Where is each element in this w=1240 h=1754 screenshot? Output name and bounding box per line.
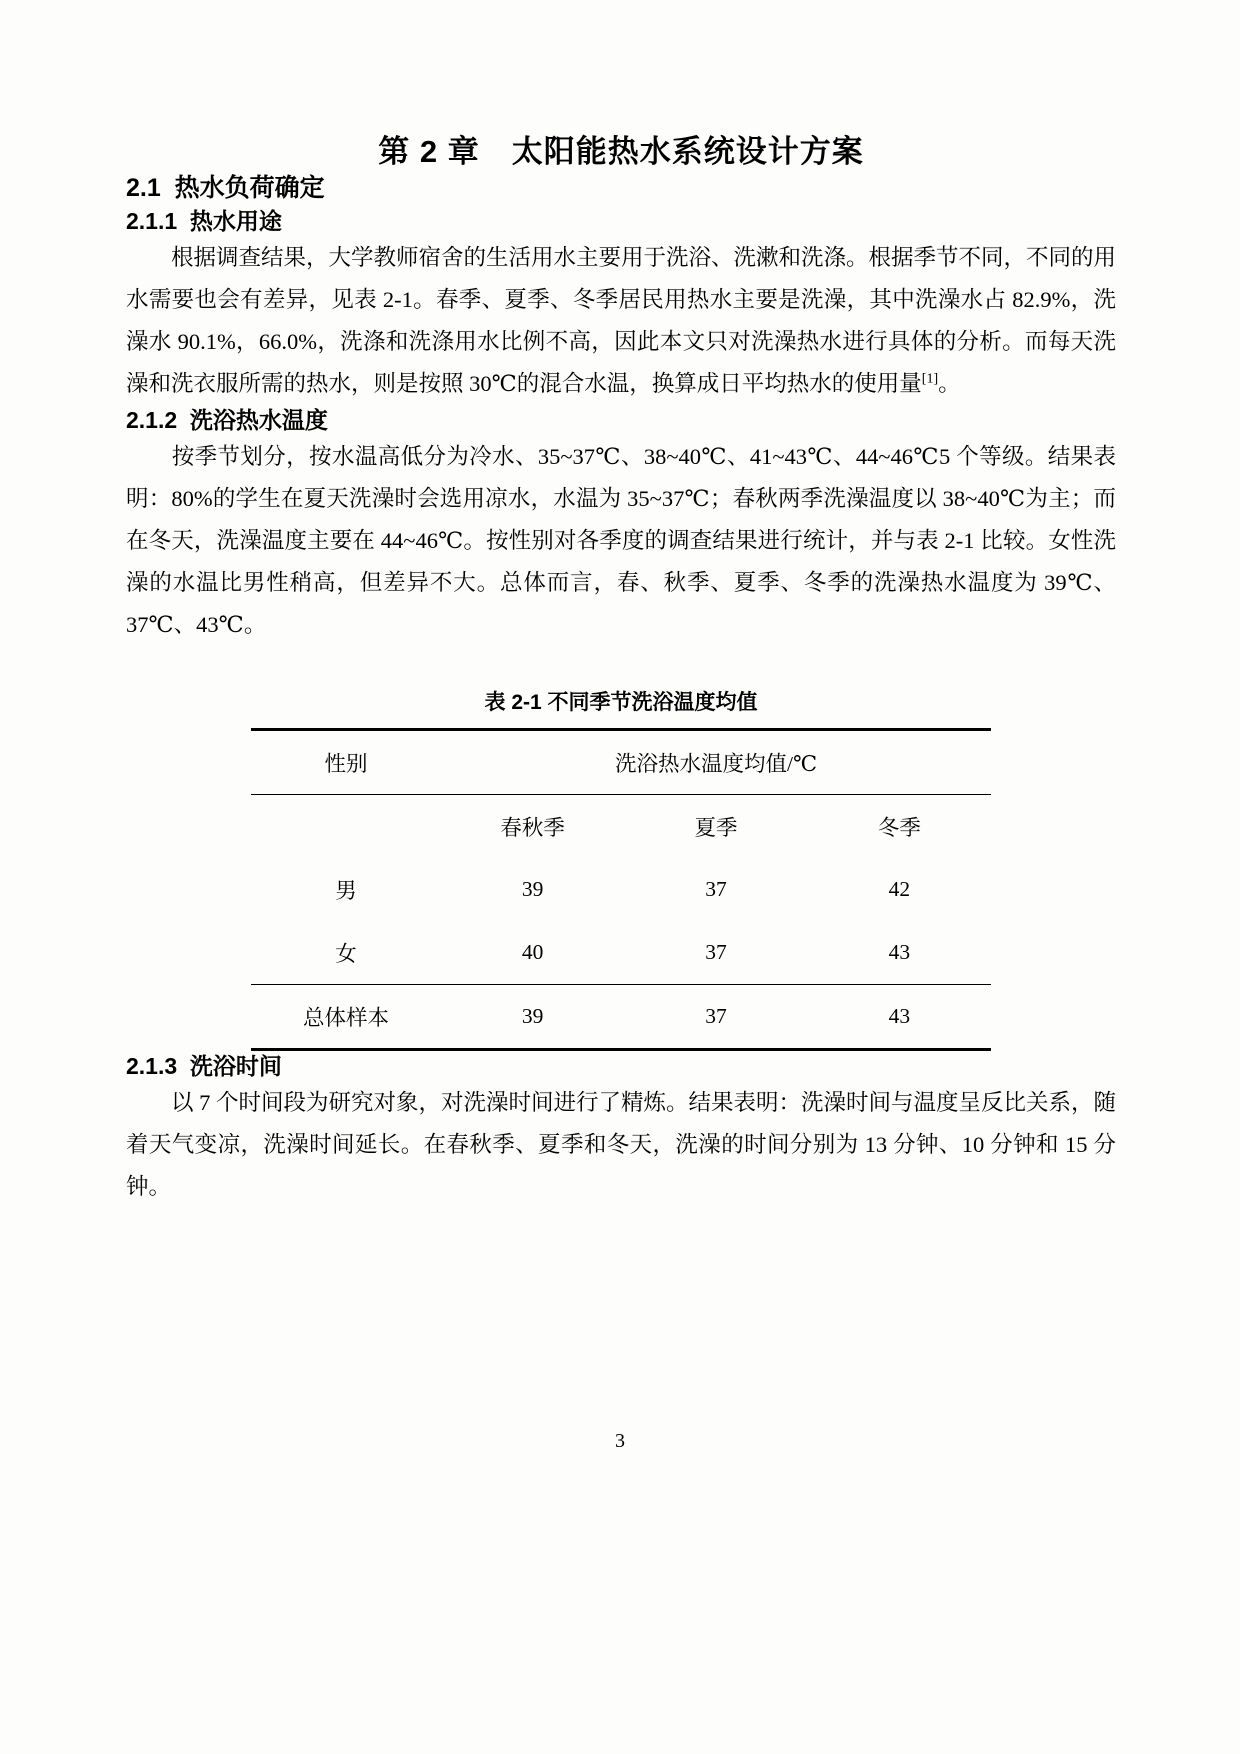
table-cell-label: 男 (335, 879, 357, 904)
paragraph-bathing-duration: 以 7 个时间段为研究对象，对洗澡时间进行了精炼。结果表明：洗澡时间与温度呈反比关系，随着天气变凉，洗澡时间延长。在春秋季、夏季和冬天，洗澡的时间分别为 13 分钟、10 分钟和 15 分钟。 (126, 1090, 1117, 1200)
subsection-heading-2-1-3: 2.1.3 洗浴时间 (126, 1053, 282, 1080)
table-caption: 表 2-1 不同季节洗浴温度均值 (484, 691, 758, 715)
table-cell-spring-autumn: 39 (441, 985, 624, 1050)
table-cell-summer: 37 (705, 877, 727, 902)
paragraph-text-part2: 。 (938, 371, 961, 397)
table-row (251, 985, 991, 1050)
page-number: 3 (615, 1430, 625, 1452)
subsection-heading-2-1-2: 2.1.2 洗浴热水温度 (126, 407, 328, 434)
table-cell-summer: 37 (705, 940, 727, 965)
table-2-1-container (126, 686, 1116, 1051)
table-subheader-winter: 冬季 (808, 795, 991, 859)
table-cell-label: 总体样本 (251, 985, 441, 1050)
table-subheader-row (251, 795, 991, 859)
subsection-heading-2-1-1: 2.1.1 热水用途 (126, 208, 282, 235)
citation-reference-1: [1] (921, 371, 939, 387)
table-row (251, 858, 991, 921)
table-cell-spring-autumn: 39 (521, 877, 544, 902)
table-header-temperature-group: 洗浴热水温度均值/℃ (441, 730, 991, 795)
table-cell-summer: 37 (624, 985, 807, 1050)
paragraph-bathing-water-temperature: 按季节划分，按水温高低分为冷水、35~37℃、38~40℃、41~43℃、44~46℃5 个等级。结果表明：80%的学生在夏天洗澡时会选用凉水，水温为 35~37℃；春秋两季洗澡温度以 38~40℃为主；而在冬天，洗澡温度主要在 44~46℃。按性别对各季度的调查结果进行统计，并与表 2-1 比较。女性洗澡的水温比男性稍高，但差异不大。总体而言，春、秋季、夏季、冬季的洗澡热水温度为 39℃、37℃、43℃。 (126, 444, 1116, 638)
table-row (251, 921, 991, 985)
paragraph-hot-water-usage (126, 237, 1116, 405)
table-subheader-summer: 夏季 (624, 795, 807, 859)
page-content (126, 0, 1116, 1208)
table-header-gender: 性别 (251, 730, 441, 795)
table-seasonal-bathing-temperature (251, 728, 991, 1051)
section-heading-2-1: 2.1 热水负荷确定 (126, 174, 325, 203)
table-cell-winter: 42 (888, 877, 911, 902)
table-subheader-blank (251, 795, 441, 859)
table-cell-spring-autumn: 40 (521, 940, 544, 965)
table-cell-winter: 43 (888, 940, 911, 965)
table-header-row (251, 730, 991, 795)
paragraph-text-part1: 根据调查结果，大学教师宿舍的生活用水主要用于洗浴、洗漱和洗涤。根据季节不同，不同的用水需要也会有差异，见表 2-1。春季、夏季、冬季居民用热水主要是洗澡，其中洗澡水占 82.9%，洗澡水 90.1%，66.0%，洗涤和洗涤用水比例不高，因此本文只对洗澡热水进行具体的分析。而每天洗澡和洗衣服所需的热水，则是按照 30℃的混合水温，换算成日平均热水的使用量 (126, 245, 1117, 397)
chapter-title: 第 2 章 太阳能热水系统设计方案 (378, 134, 864, 169)
table-subheader-spring-autumn: 春秋季 (441, 795, 624, 859)
table-cell-winter: 43 (808, 985, 991, 1050)
table-cell-label: 女 (335, 942, 357, 967)
